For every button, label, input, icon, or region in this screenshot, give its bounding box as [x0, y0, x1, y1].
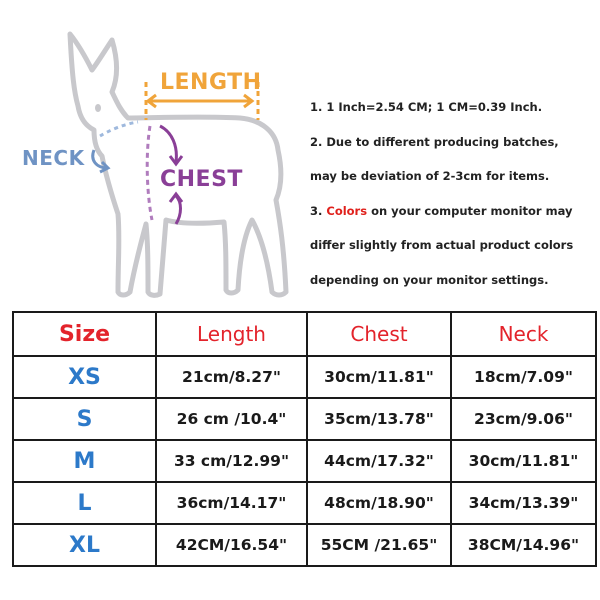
note-batches: 2. Due to different producing batches, [310, 134, 559, 149]
note-conversion: 1. 1 Inch=2.54 CM; 1 CM=0.39 Inch. [310, 100, 543, 114]
chest-cell: 48cm/18.90" [307, 482, 451, 524]
note-colors [310, 202, 595, 237]
neck-label: NECK [22, 146, 85, 170]
length-cell: 42CM/16.54" [156, 524, 307, 566]
chest-label: CHEST [160, 167, 243, 192]
size-cell: XS [13, 356, 156, 398]
notes-panel [310, 98, 595, 305]
table-row [13, 482, 596, 524]
header-length: Length [156, 312, 307, 356]
neck-cell: 23cm/9.06" [451, 398, 596, 440]
header-size: Size [13, 312, 156, 356]
size-chart-table [12, 311, 597, 567]
header-chest: Chest [307, 312, 451, 356]
note-colors-prefix: 3. [310, 203, 327, 218]
neck-cell: 18cm/7.09" [451, 356, 596, 398]
note-colors-rest: on your computer monitor may [367, 203, 573, 218]
chest-cell: 55CM /21.65" [307, 524, 451, 566]
neck-cell: 38CM/14.96" [451, 524, 596, 566]
size-cell: M [13, 440, 156, 482]
length-cell: 26 cm /10.4" [156, 398, 307, 440]
size-cell: S [13, 398, 156, 440]
table-row [13, 524, 596, 566]
neck-cell: 30cm/11.81" [451, 440, 596, 482]
bottom-strip [0, 590, 600, 600]
chest-cell: 44cm/17.32" [307, 440, 451, 482]
chest-cell: 35cm/13.78" [307, 398, 451, 440]
table-row [13, 356, 596, 398]
length-cell: 33 cm/12.99" [156, 440, 307, 482]
note-colors-highlight: Colors [326, 203, 368, 218]
dog-measurement-diagram [0, 0, 300, 300]
length-label: LENGTH [160, 70, 262, 95]
length-cell: 36cm/14.17" [156, 482, 307, 524]
note-monitor: depending on your monitor settings. [310, 272, 549, 287]
table-header-row [13, 312, 596, 356]
note-deviation: may be deviation of 2-3cm for items. [310, 169, 550, 183]
length-cell: 21cm/8.27" [156, 356, 307, 398]
header-neck: Neck [451, 312, 596, 356]
chest-cell: 30cm/11.81" [307, 356, 451, 398]
table-row [13, 398, 596, 440]
size-cell: L [13, 482, 156, 524]
note-differ: differ slightly from actual product colors [310, 238, 574, 252]
table-row [13, 440, 596, 482]
size-cell: XL [13, 524, 156, 566]
neck-cell: 34cm/13.39" [451, 482, 596, 524]
